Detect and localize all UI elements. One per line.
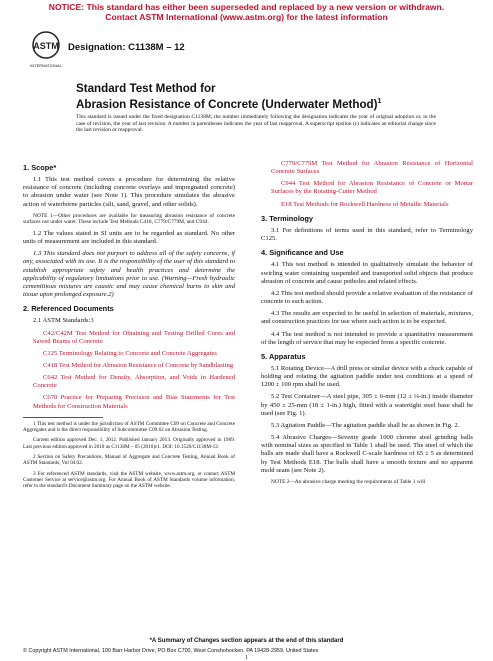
reference-link[interactable]: E18 — [281, 200, 292, 208]
title-line-1: Standard Test Method for — [76, 82, 216, 95]
section-3-heading: 3. Terminology — [261, 213, 314, 223]
reference-link[interactable]: C42/C42M — [43, 329, 73, 337]
notice-line-1: NOTICE: This standard has either been superseded and replaced by a new version or withdrawn. — [48, 2, 445, 12]
copyright-line: © Copyright ASTM International, 100 Barr Harbor Drive, PO Box C700, West Conshohocken, PA 19428-2959. United States — [23, 648, 319, 654]
reference-link[interactable]: C125 — [43, 349, 58, 357]
designation: Designation: C1138M – 12 — [68, 42, 185, 53]
left-column — [23, 158, 235, 493]
para-1-2: 1.2 The values stated in SI units are to be regarded as standard. No other units of measurement are included in this standard. — [23, 229, 235, 246]
reference-link[interactable]: C670 — [43, 394, 58, 402]
footnote-divider — [23, 417, 103, 418]
reference-item — [23, 374, 235, 390]
note-2: NOTE 2—An abrasive charge meeting the requirements of Table 1 will — [271, 478, 426, 485]
footnote-3: 3 For referenced ASTM standards, visit the ASTM website, www.astm.org, or contact ASTM Customer Service at service@astm.org. For Annual Book of ASTM Standards volume information, refer to the standard's Document Summary page on the ASTM website. — [23, 470, 235, 490]
para-5-4: 5.4 Abrasive Charges—Seventy grade 1000 chrome steel grinding balls with nominal sizes as specified in Table 1 shall be used. The steel of which the balls are made shall have a Rockwell C-scale hardness of 65 ± 5 as determined by Test Methods E18. The balls shall have a smooth texture and no apparent mold seam (see Note 2). — [261, 434, 473, 474]
reference-item — [23, 350, 235, 358]
reference-title: Test Method for Density, Absorption, and Voids in Hardened Concrete — [33, 374, 235, 390]
para-2-1: 2.1 ASTM Standards:3 — [33, 317, 94, 325]
reference-title: Test Method for Obtaining and Testing Drilled Cores and Sawed Beams of Concrete — [33, 329, 235, 345]
supersession-notice — [0, 2, 493, 22]
astm-logo-icon — [30, 30, 62, 70]
section-5-heading: 5. Apparatus — [261, 351, 306, 361]
reference-title: Terminology Relating to Concrete and Concrete Aggregates — [57, 349, 217, 357]
note-1: NOTE 1—Other procedures are available for measuring abrasion resistance of concrete surfaces not under water. These include Test Methods C418, C779/C779M, and C944. — [23, 212, 235, 226]
reference-title: Test Methods for Rockwell Hardness of Metallic Materials — [291, 200, 449, 208]
reference-title: Test Method for Abrasion Resistance of Horizontal Concrete Surfaces — [271, 160, 473, 176]
footnote-1b: Current edition approved Dec. 1, 2012. Published January 2013. Originally approved in 1989. Last previous edition approved in 2010 as C1138M – 05 (2010)ε1. DOI: 10.1520/C1138M-12. — [23, 437, 235, 450]
reference-item — [261, 160, 473, 176]
reference-title: Practice for Preparing Precision and Bias Statements for Test Methods for Construction Materials — [33, 394, 235, 410]
para-4-4: 4.4 The test method is not intended to provide a quantitative measurement of the length of service that may be expected from a specific concrete. — [261, 330, 473, 346]
document-title — [76, 82, 381, 111]
para-5-1: 5.1 Rotating Device—A drill press or similar device with a chuck capable of holding and rotating the agitation paddle under test conditions at a speed of 1200 ± 100 rpm shall be used. — [261, 364, 473, 389]
footnote-1: 1 This test method is under the jurisdiction of ASTM Committee C09 on Concrete and Concrete Aggregates and is the direct responsibility of Subcommittee C09.62 on Abrasion Testing. — [23, 420, 235, 434]
title-line-2: Abrasion Resistance of Concrete (Underwater Method)$^1$ — [76, 97, 382, 111]
para-4-1: 4.1 This test method is intended to qualitatively simulate the behavior of swirling water containing suspended and transported solid objects that produce abrasion of concrete and cause potholes and related effects. — [261, 261, 473, 285]
footnote-2: 2 Section on Safety Precautions, Manual of Aggregate and Concrete Testing, Annual Book of ASTM Standards, Vol 04.02. — [23, 453, 235, 467]
reference-item — [261, 201, 473, 209]
reference-item — [23, 362, 235, 370]
reference-item — [23, 394, 235, 410]
section-2-heading: 2. Referenced Documents — [23, 304, 114, 314]
reference-title: Test Method for Abrasion Resistance of Concrete by Sandblasting — [57, 362, 234, 369]
para-5-3: 5.3 Agitation Paddle—The agitation paddle shall be as shown in Fig. 2. — [271, 421, 460, 429]
para-5-2: 5.2 Test Container—A steel pipe, 305 ± 6-mm (12 ± ¼-in.) inside diameter by 450 ± 25-mm (18 ± 1-in.) high, fitted with a watertight steel base shall be used (see Fig. 1). — [261, 393, 473, 417]
page-number: 1 — [245, 655, 248, 661]
reference-link[interactable]: C779/C779M — [281, 160, 318, 167]
reference-item — [261, 180, 473, 196]
para-4-3: 4.3 The results are expected to be useful in selection of materials, mixtures, and construction practices for use where such action is to be expected. — [261, 310, 473, 326]
summary-of-changes-note: *A Summary of Changes section appears at the end of this standard — [149, 638, 344, 644]
para-1-3: 1.3 This standard does not purport to address all of the safety concerns, if any, associated with its use. It is the responsibility of the user of this standard to establish appropriate safety and health practices and determine the applicability of regulatory limitations prior to use. (Warning—Fresh hydraulic cementitious mixtures are caustic and may cause chemical burns to skin and tissue upon prolonged exposure.2) — [23, 250, 235, 299]
section-1-heading: 1. Scope* — [23, 163, 57, 172]
svg-text:INTERNATIONAL: INTERNATIONAL — [30, 63, 62, 68]
notice-line-2: Contact ASTM International (www.astm.org) for the latest information — [105, 12, 388, 22]
para-1-1: 1.1 This test method covers a procedure for determining the relative resistance of concrete (including concrete overlays and impregnated concrete) to abrasion under water (see Note 1). This procedure simulates the abrasive action of waterborne particles (silt, sand, gravel, and other solids). — [23, 176, 235, 208]
reference-title: Test Method for Abrasion Resistance of Concrete or Mortar Surfaces by the Rotating-Cutter Method — [271, 180, 473, 196]
reference-item — [23, 330, 235, 346]
section-4-heading: 4. Significance and Use — [261, 248, 344, 258]
reference-list-continued — [261, 160, 473, 209]
para-4-2: 4.2 This test method should provide a relative evaluation of the resistance of concrete to such action. — [261, 289, 473, 306]
reference-link[interactable]: C944 — [281, 180, 296, 188]
reference-list — [23, 330, 235, 411]
reference-link[interactable]: C418 — [43, 362, 58, 369]
right-column — [261, 160, 473, 489]
reference-link[interactable]: C642 — [43, 374, 58, 382]
para-3-1: 3.1 For definitions of terms used in this standard, refer to Terminology C125. — [261, 226, 473, 243]
svg-text:ASTM: ASTM — [33, 41, 59, 51]
issuance-note: This standard is issued under the fixed designation C1138M; the number immediately following the designation indicates the year of original adoption or, in the case of revision, the year of last revision. A number in parentheses indicates the year of last reapproval. A superscript epsilon (ε) indicates an editorial change since the last revision or reapproval. — [76, 114, 436, 134]
